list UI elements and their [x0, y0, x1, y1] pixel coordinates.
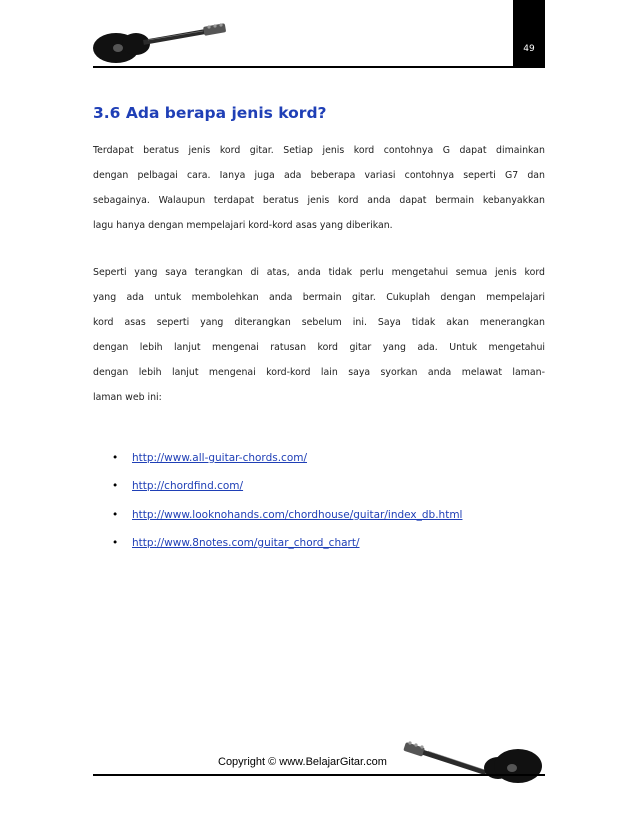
- bullet-icon: •: [112, 480, 119, 493]
- list-item: [112, 480, 462, 508]
- footer-rule: [93, 774, 545, 776]
- footer-guitar-icon: [400, 738, 545, 786]
- list-item: [112, 537, 462, 565]
- paragraph-line: yang ada untuk membolehkan anda bermain gitar. Cukuplah dengan mempelajari: [93, 292, 545, 303]
- page-number-tab: [513, 0, 545, 66]
- paragraph-line: laman web ini:: [93, 392, 162, 403]
- bullet-icon: •: [112, 536, 119, 549]
- section-title: 3.6 Ada berapa jenis kord?: [93, 104, 327, 122]
- list-item: [112, 509, 462, 537]
- bullet-icon: •: [112, 452, 119, 464]
- page-number: 49: [523, 44, 535, 54]
- link-chordfind[interactable]: http://chordfind.com/: [132, 480, 244, 493]
- copyright-text: Copyright © www.BelajarGitar.com: [218, 756, 387, 768]
- paragraph-line: dengan lebih lanjut mengenai ratusan kord gitar yang ada. Untuk mengetahui: [93, 342, 545, 353]
- paragraph-line: Terdapat beratus jenis kord gitar. Setiap jenis kord contohnya G dapat dimainkan: [93, 145, 545, 156]
- link-all-guitar-chords[interactable]: http://www.all-guitar-chords.com/: [132, 452, 308, 464]
- link-list: [112, 452, 462, 565]
- paragraph-line: dengan pelbagai cara. Ianya juga ada beberapa variasi contohnya seperti G7 dan: [93, 170, 545, 181]
- link-looknohands[interactable]: http://www.looknohands.com/chordhouse/guitar/index_db.html: [132, 508, 463, 521]
- link-8notes[interactable]: http://www.8notes.com/guitar_chord_chart/: [132, 536, 360, 549]
- paragraph-line: sebagainya. Walaupun terdapat beratus jenis kord anda dapat bermain kebanyakkan: [93, 195, 545, 206]
- paragraph-1: [93, 145, 545, 245]
- header-rule: [93, 66, 545, 68]
- paragraph-2: [93, 267, 545, 417]
- paragraph-line: kord asas seperti yang diterangkan sebelum ini. Saya tidak akan menerangkan: [93, 317, 545, 328]
- paragraph-line: dengan lebih lanjut mengenai kord-kord lain saya syorkan anda melawat laman-: [93, 367, 545, 378]
- header-guitar-icon: [88, 22, 238, 70]
- list-item: [112, 452, 462, 480]
- paragraph-line: Seperti yang saya terangkan di atas, anda tidak perlu mengetahui semua jenis kord: [93, 267, 545, 278]
- paragraph-line: lagu hanya dengan mempelajari kord-kord asas yang diberikan.: [93, 220, 393, 231]
- bullet-icon: •: [112, 508, 119, 521]
